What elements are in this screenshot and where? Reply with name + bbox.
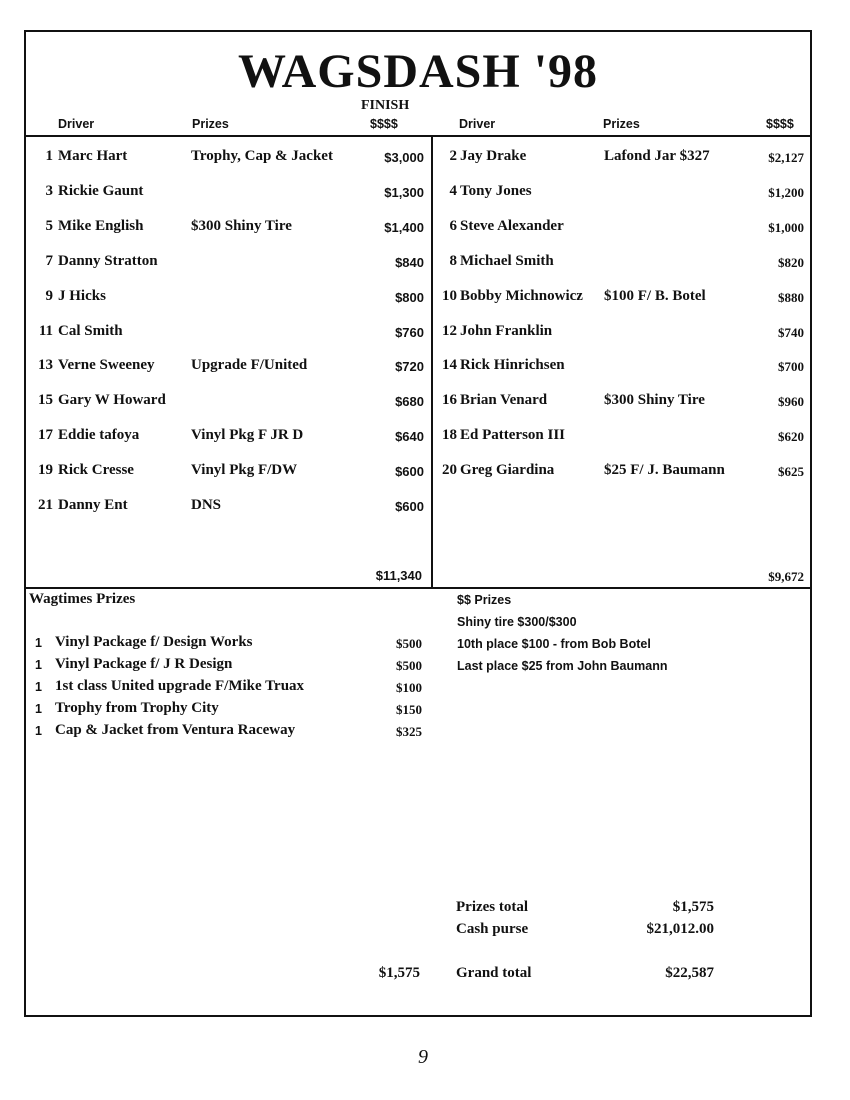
payout-amount: $960	[778, 394, 804, 410]
item-value: $100	[396, 680, 422, 695]
item-description: Cap & Jacket from Ventura Raceway	[55, 722, 296, 738]
position-number: 4	[449, 182, 457, 199]
cash-purse-label: Cash purse	[456, 921, 529, 937]
driver-name: Steve Alexander	[460, 217, 564, 234]
result-row	[26, 218, 431, 238]
position-number: 1	[45, 148, 53, 164]
right-total: $9,672	[768, 569, 804, 584]
page-number: 9	[418, 1046, 428, 1068]
prize-text: Upgrade F/United	[191, 357, 308, 374]
payout-amount: $720	[395, 359, 424, 375]
position-number: 11	[38, 322, 53, 339]
grand-total-value: $22,587	[665, 965, 714, 981]
payout-amount: $700	[778, 359, 804, 375]
cash-prize-line: Last place $25 from John Baumann	[457, 659, 668, 673]
result-row	[433, 288, 810, 308]
position-number: 5	[45, 217, 53, 234]
driver-name: Danny Stratton	[58, 252, 158, 269]
finish-label: FINISH	[361, 98, 410, 113]
result-row	[433, 218, 810, 238]
item-value: $500	[396, 658, 422, 673]
payout-amount: $600	[395, 499, 424, 514]
item-description: Trophy from Trophy City	[55, 700, 219, 716]
left-prizes-header: Prizes	[192, 117, 229, 131]
right-amount-header: $$$$	[766, 117, 794, 131]
driver-name: Jay Drake	[460, 148, 527, 164]
result-row	[433, 323, 810, 343]
position-number: 17	[38, 427, 53, 444]
driver-name: Greg Giardina	[460, 462, 555, 479]
payout-amount: $640	[395, 429, 424, 445]
left-amount-header: $$$$	[370, 117, 398, 131]
item-quantity: 1	[35, 636, 42, 650]
payout-amount: $760	[395, 324, 424, 340]
driver-name: Michael Smith	[460, 252, 554, 269]
prize-text: DNS	[191, 497, 222, 513]
position-number: 8	[449, 252, 457, 269]
prize-text: $300 Shiny Tire	[604, 392, 705, 409]
item-value: $325	[396, 724, 422, 739]
payout-amount: $820	[778, 254, 804, 270]
wagtimes-item	[26, 656, 431, 676]
prize-text: $100 F/ B. Botel	[604, 287, 706, 304]
wagtimes-item	[26, 722, 431, 742]
driver-name: Marc Hart	[58, 148, 128, 164]
result-row	[26, 392, 431, 412]
cash-purse-value: $21,012.00	[646, 921, 714, 937]
item-quantity: 1	[35, 702, 42, 716]
payout-amount: $800	[395, 289, 424, 305]
result-row	[433, 392, 810, 412]
cash-prize-line: 10th place $100 - from Bob Botel	[457, 637, 651, 651]
item-quantity: 1	[35, 658, 42, 672]
driver-name: Rickie Gaunt	[58, 182, 144, 199]
position-number: 2	[449, 148, 457, 164]
driver-name: Ed Patterson III	[460, 427, 566, 444]
position-number: 15	[38, 392, 53, 409]
position-number: 18	[442, 427, 457, 444]
wagtimes-item	[26, 700, 431, 720]
prizes-total-value: $1,575	[672, 899, 714, 915]
prizes-total-label: Prizes total	[456, 899, 529, 915]
position-number: 12	[442, 322, 457, 339]
item-description: 1st class United upgrade F/Mike Truax	[55, 678, 305, 694]
result-row	[433, 183, 810, 203]
payout-amount: $2,127	[768, 150, 804, 165]
driver-name: Bobby Michnowicz	[460, 287, 583, 304]
result-row	[433, 253, 810, 273]
payout-amount: $1,300	[384, 184, 424, 200]
cash-prize-line: Shiny tire $300/$300	[457, 615, 577, 629]
driver-name: J Hicks	[58, 287, 106, 304]
result-row	[26, 323, 431, 343]
payout-amount: $3,000	[384, 150, 424, 165]
payout-amount: $620	[778, 429, 804, 445]
prize-text: $300 Shiny Tire	[191, 217, 292, 234]
result-row	[433, 148, 810, 168]
driver-name: Cal Smith	[58, 322, 123, 339]
payout-amount: $1,200	[768, 184, 804, 200]
position-number: 7	[45, 252, 53, 269]
result-row	[433, 357, 810, 377]
right-driver-header: Driver	[459, 117, 496, 131]
left-total: $11,340	[375, 568, 422, 583]
position-number: 19	[38, 462, 53, 479]
driver-name: Brian Venard	[460, 392, 548, 409]
results-sheet	[24, 30, 812, 1017]
item-quantity: 1	[35, 724, 42, 738]
item-value: $500	[396, 636, 422, 651]
position-number: 16	[442, 392, 457, 409]
position-number: 20	[442, 462, 457, 479]
section-divider	[26, 587, 810, 589]
driver-name: Rick Cresse	[58, 462, 134, 479]
result-row	[26, 427, 431, 447]
driver-name: Tony Jones	[460, 182, 532, 199]
position-number: 14	[442, 357, 457, 374]
result-row	[26, 253, 431, 273]
payout-amount: $840	[395, 254, 424, 270]
payout-amount: $600	[395, 464, 424, 480]
result-row	[26, 183, 431, 203]
driver-name: Gary W Howard	[58, 392, 166, 409]
result-row	[26, 148, 431, 168]
wagtimes-heading: Wagtimes Prizes	[29, 591, 136, 607]
wagtimes-item	[26, 678, 431, 698]
result-row	[26, 288, 431, 308]
payout-amount: $625	[778, 464, 804, 480]
prize-text: Trophy, Cap & Jacket	[191, 148, 333, 164]
prize-text: Vinyl Pkg F/DW	[191, 462, 298, 479]
driver-name: Rick Hinrichsen	[460, 357, 565, 374]
result-row	[26, 357, 431, 377]
driver-name: Mike English	[58, 217, 144, 234]
payout-amount: $1,000	[768, 219, 804, 235]
driver-name: Danny Ent	[58, 497, 128, 513]
driver-name: Eddie tafoya	[58, 427, 140, 444]
page-title: WAGSDASH '98	[237, 45, 599, 98]
prize-text: Vinyl Pkg F JR D	[191, 427, 304, 444]
result-row	[433, 427, 810, 447]
position-number: 13	[38, 357, 53, 374]
payout-amount: $1,400	[384, 219, 424, 235]
position-number: 3	[45, 182, 53, 199]
position-number: 9	[45, 287, 53, 304]
payout-amount: $680	[395, 394, 424, 410]
right-prizes-header: Prizes	[603, 117, 640, 131]
item-value: $150	[396, 702, 422, 717]
position-number: 21	[38, 497, 53, 513]
result-row	[26, 462, 431, 482]
item-description: Vinyl Package f/ Design Works	[55, 634, 253, 650]
result-row	[26, 497, 431, 517]
prize-text: $25 F/ J. Baumann	[604, 462, 725, 479]
cash-prizes-heading: $$ Prizes	[457, 593, 512, 607]
item-description: Vinyl Package f/ J R Design	[55, 656, 233, 672]
header-divider	[26, 135, 810, 137]
position-number: 10	[442, 287, 457, 304]
driver-name: Verne Sweeney	[58, 357, 155, 374]
payout-amount: $740	[778, 324, 804, 340]
result-row	[433, 462, 810, 482]
grand-total-label: Grand total	[456, 965, 532, 981]
position-number: 6	[449, 217, 457, 234]
left-driver-header: Driver	[58, 117, 95, 131]
wagtimes-item	[26, 634, 431, 654]
driver-name: John Franklin	[460, 322, 553, 339]
wagtimes-total: $1,575	[378, 965, 420, 981]
item-quantity: 1	[35, 680, 42, 694]
payout-amount: $880	[778, 289, 804, 305]
prize-text: Lafond Jar $327	[604, 148, 710, 164]
